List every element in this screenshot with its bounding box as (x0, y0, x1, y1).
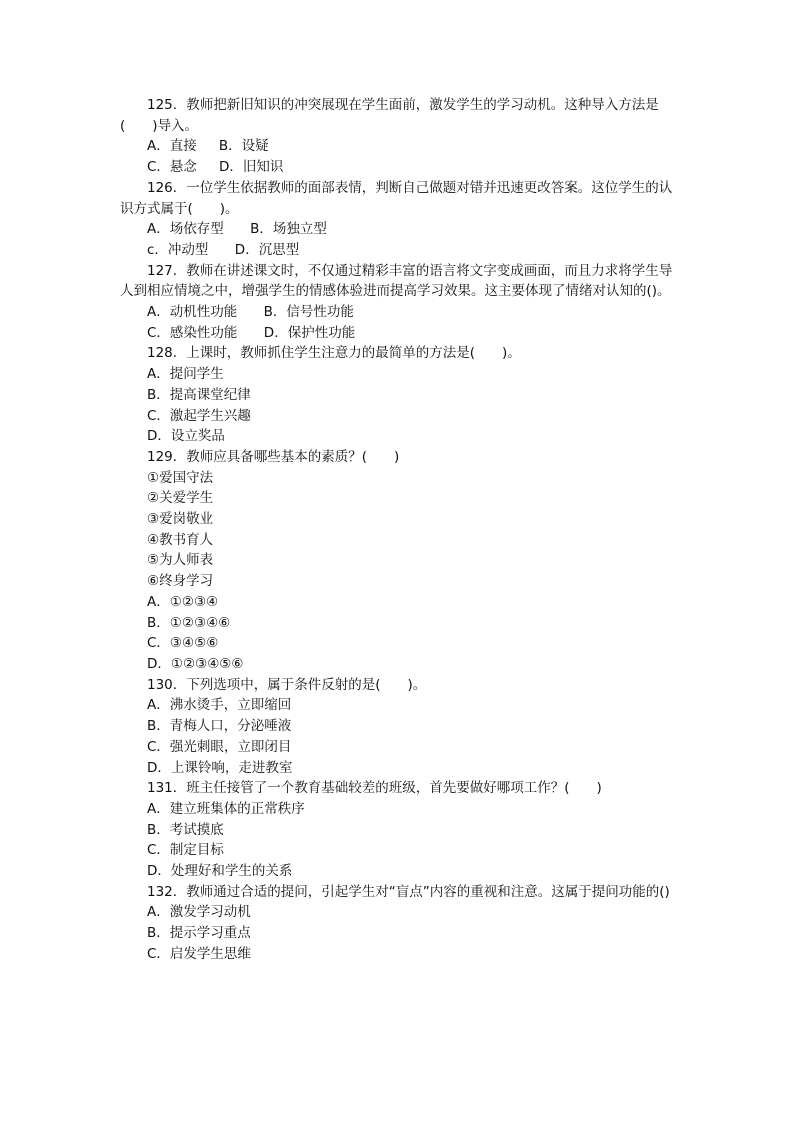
option-line: A．建立班集体的正常秩序 (147, 800, 305, 817)
option-line: A．动机性功能 B．信号性功能 (147, 304, 354, 321)
option-line: C．制定目标 (147, 842, 224, 859)
question-129 (120, 447, 680, 675)
option-line: ①爱国守法 (147, 469, 214, 486)
question-stem: 130．下列选项中，属于条件反射的是( )。 (147, 676, 427, 693)
option-line: A．直接 B．设疑 (147, 138, 269, 155)
question-131 (120, 778, 680, 882)
option-line: B．提高课堂纪律 (147, 386, 251, 403)
question-126 (120, 178, 680, 261)
question-132 (120, 882, 680, 965)
option-line: A．激发学习动机 (147, 904, 251, 921)
option-line: C．悬念 D．旧知识 (147, 159, 284, 176)
option-line: B．①②③④⑥ (147, 614, 231, 631)
question-stem: 126．一位学生依据教师的面部表情，判断自己做题对错并迅速更改答案。这位学生的认识方式属于( )。 (120, 179, 673, 217)
question-stem: 129．教师应具备哪些基本的素质？( ) (147, 448, 400, 465)
question-stem: 131．班主任接管了一个教育基础较差的班级，首先要做好哪项工作？( ) (147, 780, 602, 797)
question-130 (120, 675, 680, 779)
question-125 (120, 95, 680, 178)
option-line: B．考试摸底 (147, 821, 224, 838)
option-line: A．沸水烫手，立即缩回 (147, 697, 292, 714)
question-stem: 125．教师把新旧知识的冲突展现在学生面前，激发学生的学习动机。这种导入方法是( )导入。 (120, 97, 659, 134)
option-line: C．③④⑤⑥ (147, 635, 219, 652)
question-stem: 132．教师通过合适的提问，引起学生对“盲点”内容的重视和注意。这属于提问功能的() (147, 883, 670, 900)
option-line: C．启发学生思维 (147, 945, 251, 962)
option-line: C．强光刺眼，立即闭目 (147, 738, 292, 755)
option-line: C．激起学生兴趣 (147, 407, 251, 424)
question-128 (120, 343, 680, 447)
option-line: ⑥终身学习 (147, 573, 214, 590)
option-line: A．①②③④ (147, 593, 219, 610)
option-line: ②关爱学生 (147, 490, 214, 507)
option-line: D．上课铃响，走进教室 (147, 759, 293, 776)
question-stem: 127．教师在讲述课文时，不仅通过精彩丰富的语言将文字变成画面，而且力求将学生导人到相应情境之中，增强学生的情感体验进而提高学习效果。这主要体现了情绪对认知的()。 (120, 262, 673, 300)
option-line: D．①②③④⑤⑥ (147, 655, 244, 672)
option-line: ③爱岗敬业 (147, 511, 214, 528)
option-line: c．冲动型 D．沉思型 (147, 241, 300, 258)
option-line: ⑤为人师表 (147, 552, 214, 569)
exam-document (120, 95, 680, 965)
option-line: D．处理好和学生的关系 (147, 863, 293, 880)
question-stem: 128．上课时，教师抓住学生注意力的最简单的方法是( )。 (147, 345, 521, 362)
option-line: B．青梅人口，分泌唾液 (147, 718, 292, 735)
option-line: A．提问学生 (147, 366, 224, 383)
option-line: C．感染性功能 D．保护性功能 (147, 324, 356, 341)
question-127 (120, 261, 680, 344)
option-line: D．设立奖品 (147, 428, 225, 445)
option-line: B．提示学习重点 (147, 925, 251, 942)
option-line: ④教书育人 (147, 531, 214, 548)
option-line: A．场依存型 B．场独立型 (147, 221, 327, 238)
